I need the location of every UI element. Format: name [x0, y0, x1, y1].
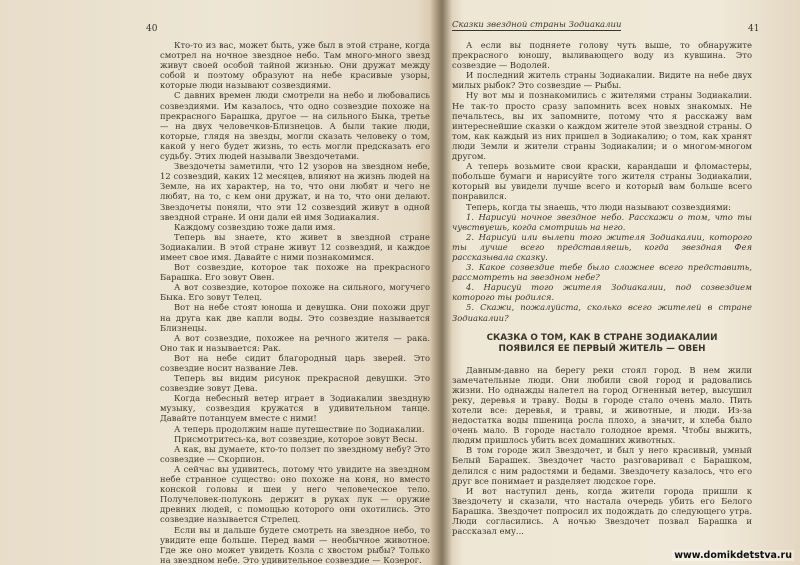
- paragraph: А теперь возьмите свои краски, карандаши и фломастеры, побольше бумаги и нарисуйте того жителя страны Зодиакалии, который вы увидели лучше всего и который вам больше всего понравился.: [452, 161, 752, 202]
- paragraph: Теперь вы видим рисунок прекрасной девушки. Это созвездие зовут Дева.: [160, 373, 430, 394]
- paragraph: Вот на небе сидит благородный царь зверей. Это созвездие носит название Лев.: [160, 352, 430, 373]
- paragraph: А если вы подняете голову чуть выше, то обнаружите прекрасного юношу, выливающего воду из кувшина. Это созвездие — Водолей.: [452, 40, 752, 71]
- question-item: 4. Нарисуй того жителя Зодиакалии, под созвездием которого ты родился.: [452, 282, 752, 303]
- paragraph: Теперь вы знаете, кто живет в звездной стране Зодиакалии. В этой стране живут 12 созвездий, и каждое имеет свое имя. Давайте с ними познакомимся.: [160, 231, 430, 262]
- paragraph: А теперь продолжим наше путешествие по Зодиакалии.: [174, 423, 425, 434]
- paragraph: Присмотритесь-ка, вот созвездие, которое зовут Весы.: [174, 433, 418, 444]
- right-page-number: 41: [748, 24, 760, 34]
- running-head: Сказки звездной страны Зодиакалии: [452, 20, 622, 30]
- chapter-title-line: СКАЗКА О ТОМ, КАК В СТРАНЕ ЗОДИАКАЛИИ: [486, 332, 718, 343]
- paragraph: Вот созвездие, которое так похоже на прекрасного Барашка. Его зовут Овен.: [160, 262, 430, 283]
- right-page: [446, 0, 794, 565]
- paragraph: Если вы и дальше будете смотреть на звездное небо, то увидите еще больше. Перед вами — необычное животное. Где же оно может увидеть Козла с хвостом рыбы? Только на звездном небе. Это удивительное созвездие — Козерог.: [160, 524, 430, 565]
- paragraph: А как, вы думаете, кто-то ползет по звездному небу? Это созвездие — Скорпион.: [160, 443, 430, 464]
- question-item: 5. Скажи, пожалуйста, сколько всего жителей в стране Зодиакалии?: [452, 302, 752, 323]
- left-page-number: 40: [146, 24, 158, 34]
- question-item: 1. Нарисуй ночное звездное небо. Расскажи о том, что ты чувствуешь, когда смотришь на него.: [452, 211, 752, 232]
- left-page: [8, 0, 436, 565]
- chapter-title-line: ПОЯВИЛСЯ ЕЕ ПЕРВЫЙ ЖИТЕЛЬ — ОВЕН: [498, 343, 706, 354]
- paragraph: И вот наступил день, когда жители города пришли к Звездочету и сказали, что настала очередь убить его Белого Барашка. Звездочет попросил их подождать до следующего утра. Люди согласились. А ночью Звездочет позвал Барашка и рассказал ему...: [452, 485, 752, 537]
- question-item: 2. Нарисуй или вылепи того жителя Зодиакалии, которого ты лучше всего представляешь, когда звездная Фея рассказывала сказку.: [452, 231, 752, 262]
- paragraph: Давным-давно на берегу реки стоял город. В нем жили замечательные люди. Они любили свой город и радовались жизни. Но однажды налетел на город Огненный ветер, высушил реку, деревья и траву. Воды в городе стало очень мало. Пить хотели все: деревья, и травы, и животные, и люди. Из-за недостатка воды пшеница росла плохо, а значит, и хлеба было очень мало. В городе настало голодное время. Чтобы выжить, людям пришлось убить всех домашних животных.: [452, 364, 752, 446]
- paragraph: Кто-то из вас, может быть, уже был в этой стране, когда смотрел на ночное звездное небо. Там много-много звезд живут своей особой тайной жизнью. Они дружат между собой и поэтому образуют на небе красивые узоры, которые люди называют созвездиями.: [160, 40, 430, 91]
- paragraph: В том городе жил Звездочет, и был у него красивый, умный Белый Барашек. Звездочет часто разговаривал с Барашком, делился с ним радостями и бедами. Звездочету казалось, что его друг все понимает и разделяет людское горе.: [452, 445, 752, 486]
- paragraph: С давних времен люди смотрели на небо и любовались созвездиями. Им казалось, что одно созвездие похоже на прекрасного Барашка, другое — на сильного Быка, третье — на двух человечков-Близнецов. А были такие люди, которые, глядя на звезды, могли сказать человеку о том, какой у него будет жизнь, то есть могли предсказать его судьбу. Этих людей называли Звездочетами.: [160, 90, 430, 162]
- right-page-text: [452, 40, 752, 536]
- paragraph: И последний житель страны Зодиакалии. Видите на небе двух милых рыбок? Это созвездие — Рыбы.: [452, 70, 752, 91]
- paragraph: А вот созвездие, которое похоже на сильного, могучего Быка. Его зовут Телец.: [160, 282, 430, 303]
- paragraph: Вот на небе стоят юноша и девушка. Они похожи друг на друга как две капли воды. Это созвездие называется Близнецы.: [160, 302, 430, 333]
- paragraph: Звездочеты заметили, что 12 узоров на звездном небе, 12 созвездий, каких 12 месяцев, влияют на жизнь людей на Земле, на их характер, на то, что они любят и чего не любят, на то, с кем они дружат, и на то, что они делают. Звездочеты поняли, что эти 12 созвездий живут в одной звездной стране. И они дали ей имя Зодиакалия.: [160, 161, 430, 222]
- paragraph: А вот созвездие, похожее на речного жителя — рака. Оно так и называется: Рак.: [160, 332, 430, 353]
- chapter-title: [452, 333, 752, 355]
- paragraph: Каждому созвездию тоже дали имя.: [174, 221, 336, 232]
- paragraph: Теперь, когда ты знаешь, что люди называют созвездиями:: [466, 201, 732, 212]
- left-page-text: [160, 40, 430, 565]
- paragraph: Ну вот мы и познакомились с жителями страны Зодиакалии. Не так-то просто сразу запомнить всех новых знакомых. Не печальтесь, вы их запомните, потому что я расскажу вам интереснейшие сказки о каждом жителе этой звездной страны. О том, как каждый из них пришел в Зодиакалию; о том, как хранят люди Земли и жители страны Зодиакалии; и о многом-многом другом.: [452, 90, 752, 162]
- watermark: www.domikdetstva.ru: [674, 550, 792, 561]
- paragraph: А сейчас вы удивитесь, потому что увидите на звездном небе странное существо: оно похоже на коня, но вместо конской головы и шеи у него человеческое тело. Получеловек-полуконь держит в руках лук — оружие древних людей, с помощью которого они охотились. Это созвездие называется Стрелец.: [160, 463, 430, 525]
- question-item: 3. Какое созвездие тебе было сложнее всего представить, рассмотреть на звездном небе?: [452, 262, 752, 283]
- paragraph: Когда небесный ветер играет в Зодиакалии звездную музыку, созвездия кружатся в удивительном танце. Давайте потанцуем вместе с ними!: [160, 393, 430, 424]
